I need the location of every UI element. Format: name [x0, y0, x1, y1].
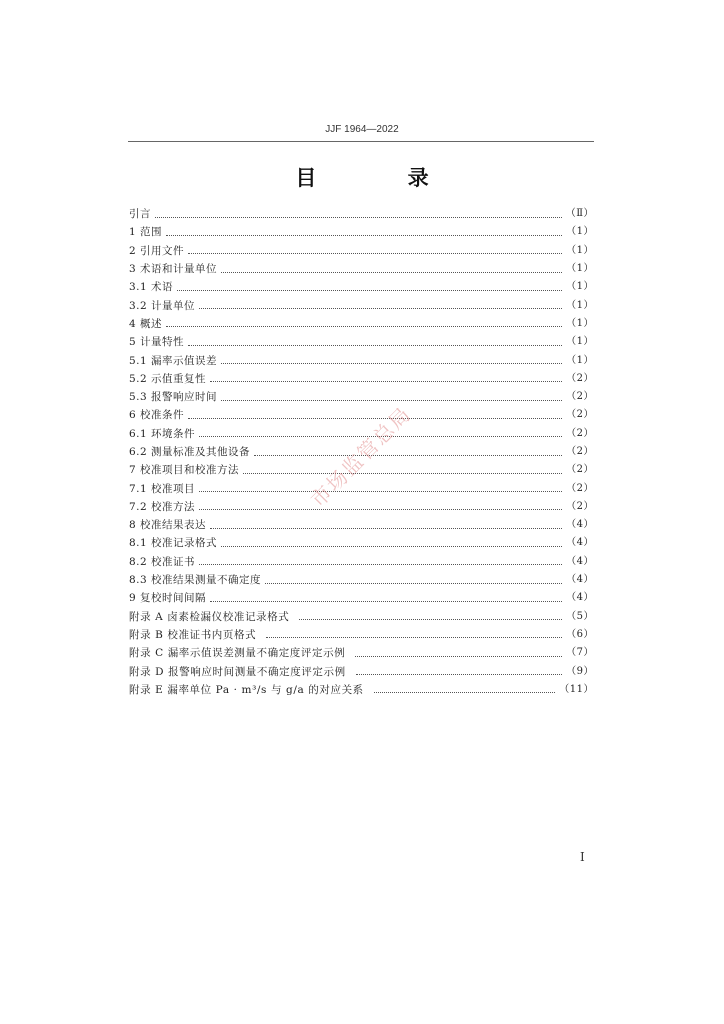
- toc-label: 1 范围: [129, 226, 163, 239]
- toc-page: （4）: [566, 574, 594, 586]
- toc-page: （1）: [566, 226, 594, 238]
- toc-entry-1[interactable]: [129, 223, 594, 241]
- toc-page: （1）: [566, 281, 594, 293]
- toc-label: 6.1 环境条件: [129, 427, 196, 440]
- dot-leader: [199, 509, 562, 510]
- dot-leader: [266, 637, 562, 638]
- toc-page: （Ⅱ）: [565, 208, 594, 220]
- toc-label: 8.2 校准证书: [129, 555, 196, 568]
- dot-leader: [177, 290, 562, 291]
- toc-page: （6）: [566, 628, 594, 640]
- toc-entry-3[interactable]: [129, 260, 594, 278]
- dot-leader: [355, 656, 562, 657]
- toc-label: 附录 A 卤素检漏仪校准记录格式: [129, 610, 290, 623]
- dot-leader: [374, 692, 555, 693]
- toc-page: （2）: [566, 409, 594, 421]
- toc-label: 7.2 校准方法: [129, 500, 196, 513]
- toc-page: （1）: [566, 299, 594, 311]
- toc-entry-5-1[interactable]: [129, 351, 594, 369]
- toc-page: （1）: [566, 317, 594, 329]
- toc-page: （2）: [566, 427, 594, 439]
- toc-label: 引言: [129, 208, 151, 221]
- toc-page: （4）: [566, 555, 594, 567]
- toc-entry-appendix-b[interactable]: [129, 626, 594, 644]
- dot-leader: [166, 326, 562, 327]
- page-number: Ⅰ: [580, 850, 585, 864]
- toc-entry-9[interactable]: [129, 589, 594, 607]
- toc-label: 附录 E 漏率单位 Pa · m³/s 与 g/a 的对应关系: [129, 683, 364, 696]
- toc-label: 6 校准条件: [129, 409, 185, 422]
- toc-entry-4[interactable]: [129, 315, 594, 333]
- toc-entry-5[interactable]: [129, 333, 594, 351]
- toc-entry-5-2[interactable]: [129, 370, 594, 388]
- toc-entry-3-2[interactable]: [129, 296, 594, 314]
- toc-page: （2）: [566, 464, 594, 476]
- agency-watermark: 市场监管总局: [305, 401, 417, 512]
- toc-page: （1）: [566, 263, 594, 275]
- toc-label: 3.1 术语: [129, 281, 174, 294]
- toc-label: 3.2 计量单位: [129, 299, 196, 312]
- toc-entry-appendix-a[interactable]: [129, 608, 594, 626]
- toc-entry-8-1[interactable]: [129, 534, 594, 552]
- toc-label: 附录 B 校准证书内页格式: [129, 628, 257, 641]
- dot-leader: [243, 473, 562, 474]
- toc-page: （2）: [566, 500, 594, 512]
- toc-label: 附录 C 漏率示值误差测量不确定度评定示例: [129, 647, 346, 660]
- toc-label: 5 计量特性: [129, 336, 185, 349]
- toc-page: （2）: [566, 446, 594, 457]
- toc-label: 4 概述: [129, 317, 163, 330]
- toc-label: 8.1 校准记录格式: [129, 537, 218, 550]
- dot-leader: [254, 455, 562, 456]
- toc-label: 8 校准结果表达: [129, 519, 207, 532]
- dot-leader: [221, 272, 562, 273]
- toc-page: （9）: [566, 665, 594, 677]
- toc-page: （2）: [566, 482, 594, 494]
- dot-leader: [199, 308, 562, 309]
- toc-label: 2 引用文件: [129, 244, 185, 257]
- toc-page: （11）: [559, 683, 594, 695]
- toc-entry-appendix-e[interactable]: [129, 681, 594, 699]
- dot-leader: [199, 491, 562, 492]
- dot-leader: [188, 253, 562, 254]
- toc-page: （7）: [566, 647, 594, 659]
- toc-page: （4）: [566, 519, 594, 531]
- toc-label: 附录 D 报警响应时间测量不确定度评定示例: [129, 665, 346, 678]
- dot-leader: [210, 528, 562, 529]
- toc-label: 7 校准项目和校准方法: [129, 464, 240, 477]
- toc-entry-8-2[interactable]: [129, 553, 594, 571]
- dot-leader: [155, 217, 562, 218]
- toc-page: （1）: [566, 354, 594, 366]
- toc-page: （4）: [566, 537, 594, 549]
- toc-label: 9 复校时间间隔: [129, 592, 207, 605]
- toc-page: （5）: [566, 610, 594, 622]
- dot-leader: [210, 381, 562, 382]
- toc-entry-intro[interactable]: [129, 205, 594, 223]
- toc-entry-8[interactable]: [129, 516, 594, 534]
- toc-label: 7.1 校准项目: [129, 482, 196, 495]
- toc-entry-5-3[interactable]: [129, 388, 594, 406]
- toc-label: 6.2 测量标准及其他设备: [129, 446, 251, 458]
- toc-entry-8-3[interactable]: [129, 571, 594, 589]
- toc-entry-3-1[interactable]: [129, 278, 594, 296]
- toc-entry-appendix-c[interactable]: [129, 644, 594, 662]
- page-title: 目 录: [295, 166, 471, 190]
- toc-entry-6[interactable]: [129, 406, 594, 424]
- header-rule: [128, 141, 594, 142]
- toc-label: 5.2 示值重复性: [129, 372, 207, 385]
- toc-entry-2[interactable]: [129, 242, 594, 260]
- toc-label: 5.3 报警响应时间: [129, 391, 218, 404]
- dot-leader: [265, 583, 562, 584]
- toc-entry-7-2[interactable]: [129, 498, 594, 516]
- dot-leader: [199, 564, 562, 565]
- dot-leader: [188, 345, 562, 346]
- dot-leader: [299, 619, 562, 620]
- dot-leader: [221, 400, 562, 401]
- dot-leader: [166, 235, 562, 236]
- dot-leader: [221, 363, 562, 364]
- toc-page: （2）: [566, 391, 594, 403]
- toc-label: 8.3 校准结果测量不确定度: [129, 574, 262, 587]
- standard-number-header: JJF 1964—2022: [325, 124, 399, 135]
- toc-page: （4）: [566, 592, 594, 604]
- toc-page: （1）: [566, 244, 594, 256]
- toc-page: （1）: [566, 336, 594, 348]
- toc-page: （2）: [566, 372, 594, 384]
- toc-entry-7-1[interactable]: [129, 479, 594, 497]
- toc-entry-appendix-d[interactable]: [129, 662, 594, 680]
- dot-leader: [221, 546, 562, 547]
- toc-label: 3 术语和计量单位: [129, 263, 218, 276]
- dot-leader: [210, 601, 562, 602]
- dot-leader: [356, 674, 562, 675]
- toc-label: 5.1 漏率示值误差: [129, 354, 218, 367]
